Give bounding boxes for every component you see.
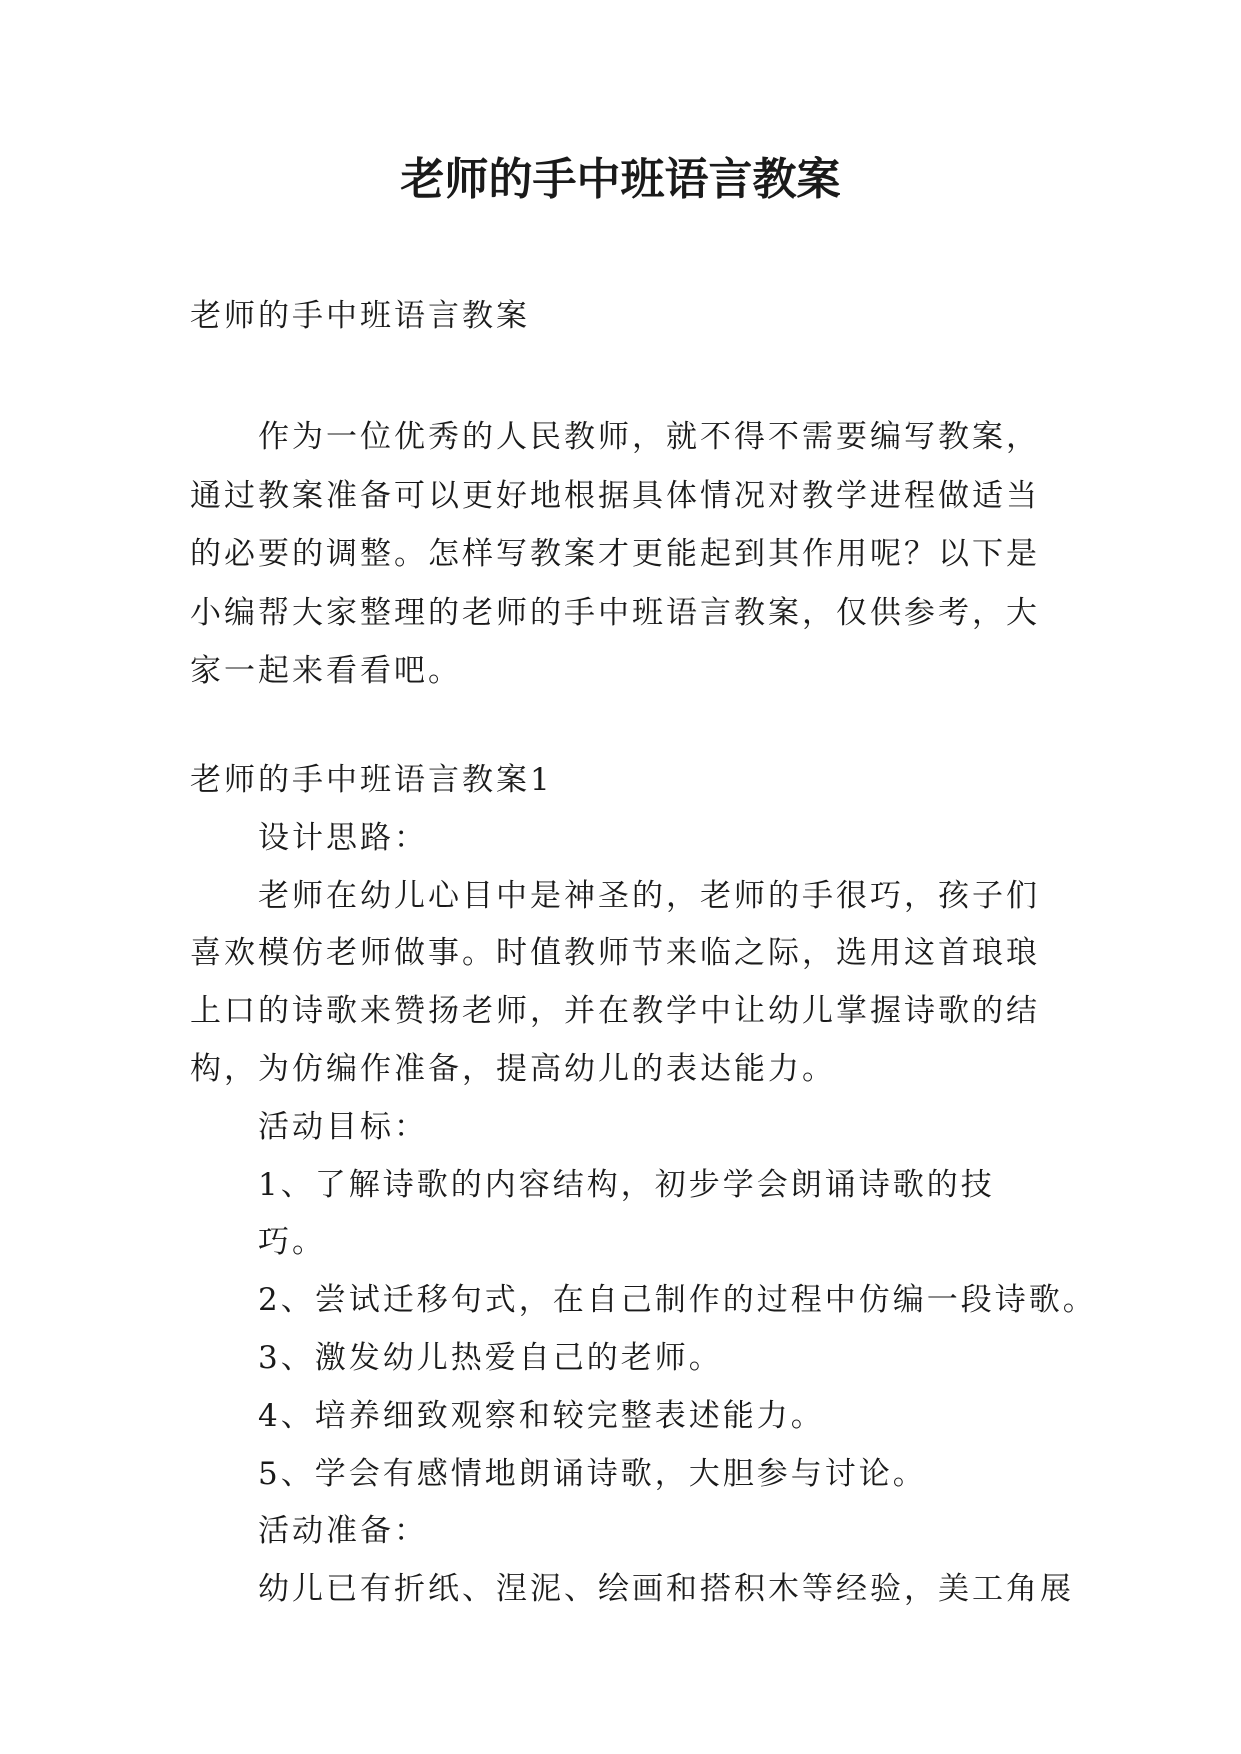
document-title: 老师的手中班语言教案 [400,154,841,205]
prep-label: 活动准备： [258,1513,428,1550]
goals-label: 活动目标： [258,1108,428,1145]
design-paragraph: 老师在幼儿心目中是神圣的，老师的手很巧，孩子们喜欢模仿老师做事。时值教师节来临之际，选用这首琅琅上口的诗歌来赞扬老师，并在教学中让幼儿掌握诗歌的结构，为仿编作准备，提高幼儿的表达能力。 [190,877,1040,1087]
design-label: 设计思路： [258,819,428,856]
section-heading: 老师的手中班语言教案1 [190,762,553,798]
document-subtitle: 老师的手中班语言教案 [190,298,530,334]
goal-item: 2、尝试迁移句式，在自己制作的过程中仿编一段诗歌。 [258,1282,1097,1319]
goal-item: 3、激发幼儿热爱自己的老师。 [258,1339,723,1376]
goal-item: 1、了解诗歌的内容结构，初步学会朗诵诗歌的技巧。 [258,1166,995,1261]
intro-paragraph: 作为一位优秀的人民教师，就不得不需要编写教案，通过教案准备可以更好地根据具体情况对教学进程做适当的必要的调整。怎样写教案才更能起到其作用呢？以下是小编帮大家整理的老师的手中班语言教案，仅供参考，大家一起来看看吧。 [190,419,1040,689]
goal-item: 4、培养细致观察和较完整表述能力。 [258,1397,825,1434]
section-1 [190,752,1097,1619]
prep-paragraph: 幼儿已有折纸、涅泥、绘画和搭积木等经验，美工角展 [258,1571,1074,1608]
goal-item: 5、学会有感情地朗诵诗歌，大胆参与讨论。 [258,1455,927,1492]
